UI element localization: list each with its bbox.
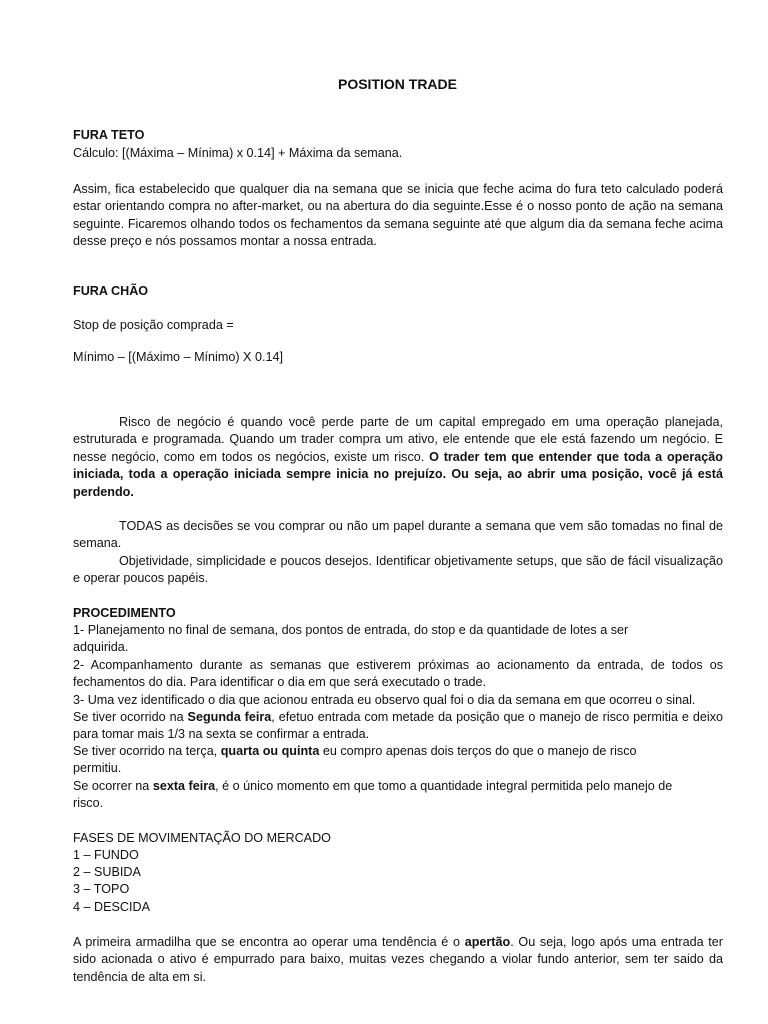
terca-pre: Se tiver ocorrido na terça, xyxy=(73,744,221,758)
fura-teto-paragraph: Assim, fica estabelecido que qualquer dia na semana que se inicia que feche acima do fura teto calculado poderá estar orientando compra no after-market, ou na abertura do dia seguinte.Esse é o nosso ponto de ação na semana seguinte. Ficaremos olhando todos os fechamentos da semana seguinte até que algum dia da semana feche acima desse preço e nós possamos montar a nossa entrada. xyxy=(73,182,723,249)
sexta-line xyxy=(73,778,723,795)
fases-item: 3 – TOPO xyxy=(73,882,130,896)
fura-chao-formula: Mínimo – [(Máximo – Mínimo) X 0.14] xyxy=(73,350,283,364)
armadilha-paragraph xyxy=(73,934,723,986)
todas-paragraph: TODAS as decisões se vou comprar ou não um papel durante a semana que vem são tomadas no final de semana. xyxy=(73,519,723,551)
fases-heading: FASES DE MOVIMENTAÇÃO DO MERCADO xyxy=(73,831,331,845)
risco-text: Risco de negócio é quando você perde parte de um capital empregado em uma operação planejada, estruturada e programada. Quando um trader compra um ativo, ele entende que ele está fazendo um negócio. E nesse negócio, como em todos os negócios, existe um risco. xyxy=(73,415,723,464)
fura-chao-heading: FURA CHÃO xyxy=(73,284,149,298)
sexta-pre: Se ocorrer na xyxy=(73,779,153,793)
terca-bold: quarta ou quinta xyxy=(220,744,320,758)
procedimento-item-2: 2- Acompanhamento durante as semanas que estiverem próximas ao acionamento da entrada, de todos os fechamentos do dia. Para identificar o dia em que será executado o trade. xyxy=(73,658,723,690)
segunda-pre: Se tiver ocorrido na xyxy=(73,710,188,724)
fura-teto-heading: FURA TETO xyxy=(73,128,145,142)
sexta-line-cont: risco. xyxy=(73,796,104,810)
page-title: POSITION TRADE xyxy=(337,76,457,92)
risco-bold-text: O trader tem que entender que toda a operação iniciada, toda a operação iniciada sempre inicia no prejuízo. Ou seja, ao abrir uma posição, você já está perdendo. xyxy=(73,449,723,499)
terca-line-cont: permitiu. xyxy=(73,761,122,775)
segunda-post: , efetuo entrada com metade da posição que o manejo de risco permitia e deixo para tomar mais 1/3 na sexta se confirmar a entrada. xyxy=(73,710,724,742)
procedimento-item-1: 1- Planejamento no final de semana, dos pontos de entrada, do stop e da quantidade de lotes a ser xyxy=(73,623,629,637)
sexta-post: , é o único momento em que tomo a quantidade integral permitida pelo manejo de xyxy=(215,779,673,793)
armadilha-post: . Ou seja, logo após uma entrada ter sido acionada o ativo é empurrado para baixo, muitas vezes chegando a violar fundo anterior, sem ter saido da tendência de alta em si. xyxy=(73,935,724,984)
fases-item: 2 – SUBIDA xyxy=(73,865,141,879)
objetividade-paragraph: Objetividade, simplicidade e poucos desejos. Identificar objetivamente setups, que são de fácil visualização e operar poucos papéis. xyxy=(73,554,723,586)
fases-item: 1 – FUNDO xyxy=(73,848,139,862)
armadilha-bold: apertão xyxy=(464,935,511,949)
fura-chao-stop-label: Stop de posição comprada = xyxy=(73,318,234,332)
terca-post: eu compro apenas dois terços do que o manejo de risco xyxy=(319,744,637,758)
procedimento-heading: PROCEDIMENTO xyxy=(73,606,176,620)
fases-item: 4 – DESCIDA xyxy=(73,900,150,914)
segunda-paragraph xyxy=(73,709,723,744)
procedimento-item-1-cont: adquirida. xyxy=(73,640,129,654)
procedimento-item-3: 3- Uma vez identificado o dia que acionou entrada eu observo qual foi o dia da semana em que ocorreu o sinal. xyxy=(73,693,696,707)
fura-teto-formula: Cálculo: [(Máxima – Mínima) x 0.14] + Máxima da semana. xyxy=(73,146,403,160)
armadilha-pre: A primeira armadilha que se encontra ao operar uma tendência é o xyxy=(73,935,465,949)
terca-line xyxy=(73,743,723,760)
sexta-bold: sexta feira xyxy=(152,779,216,793)
risco-paragraph xyxy=(73,414,723,501)
segunda-bold: Segunda feira xyxy=(187,710,272,724)
